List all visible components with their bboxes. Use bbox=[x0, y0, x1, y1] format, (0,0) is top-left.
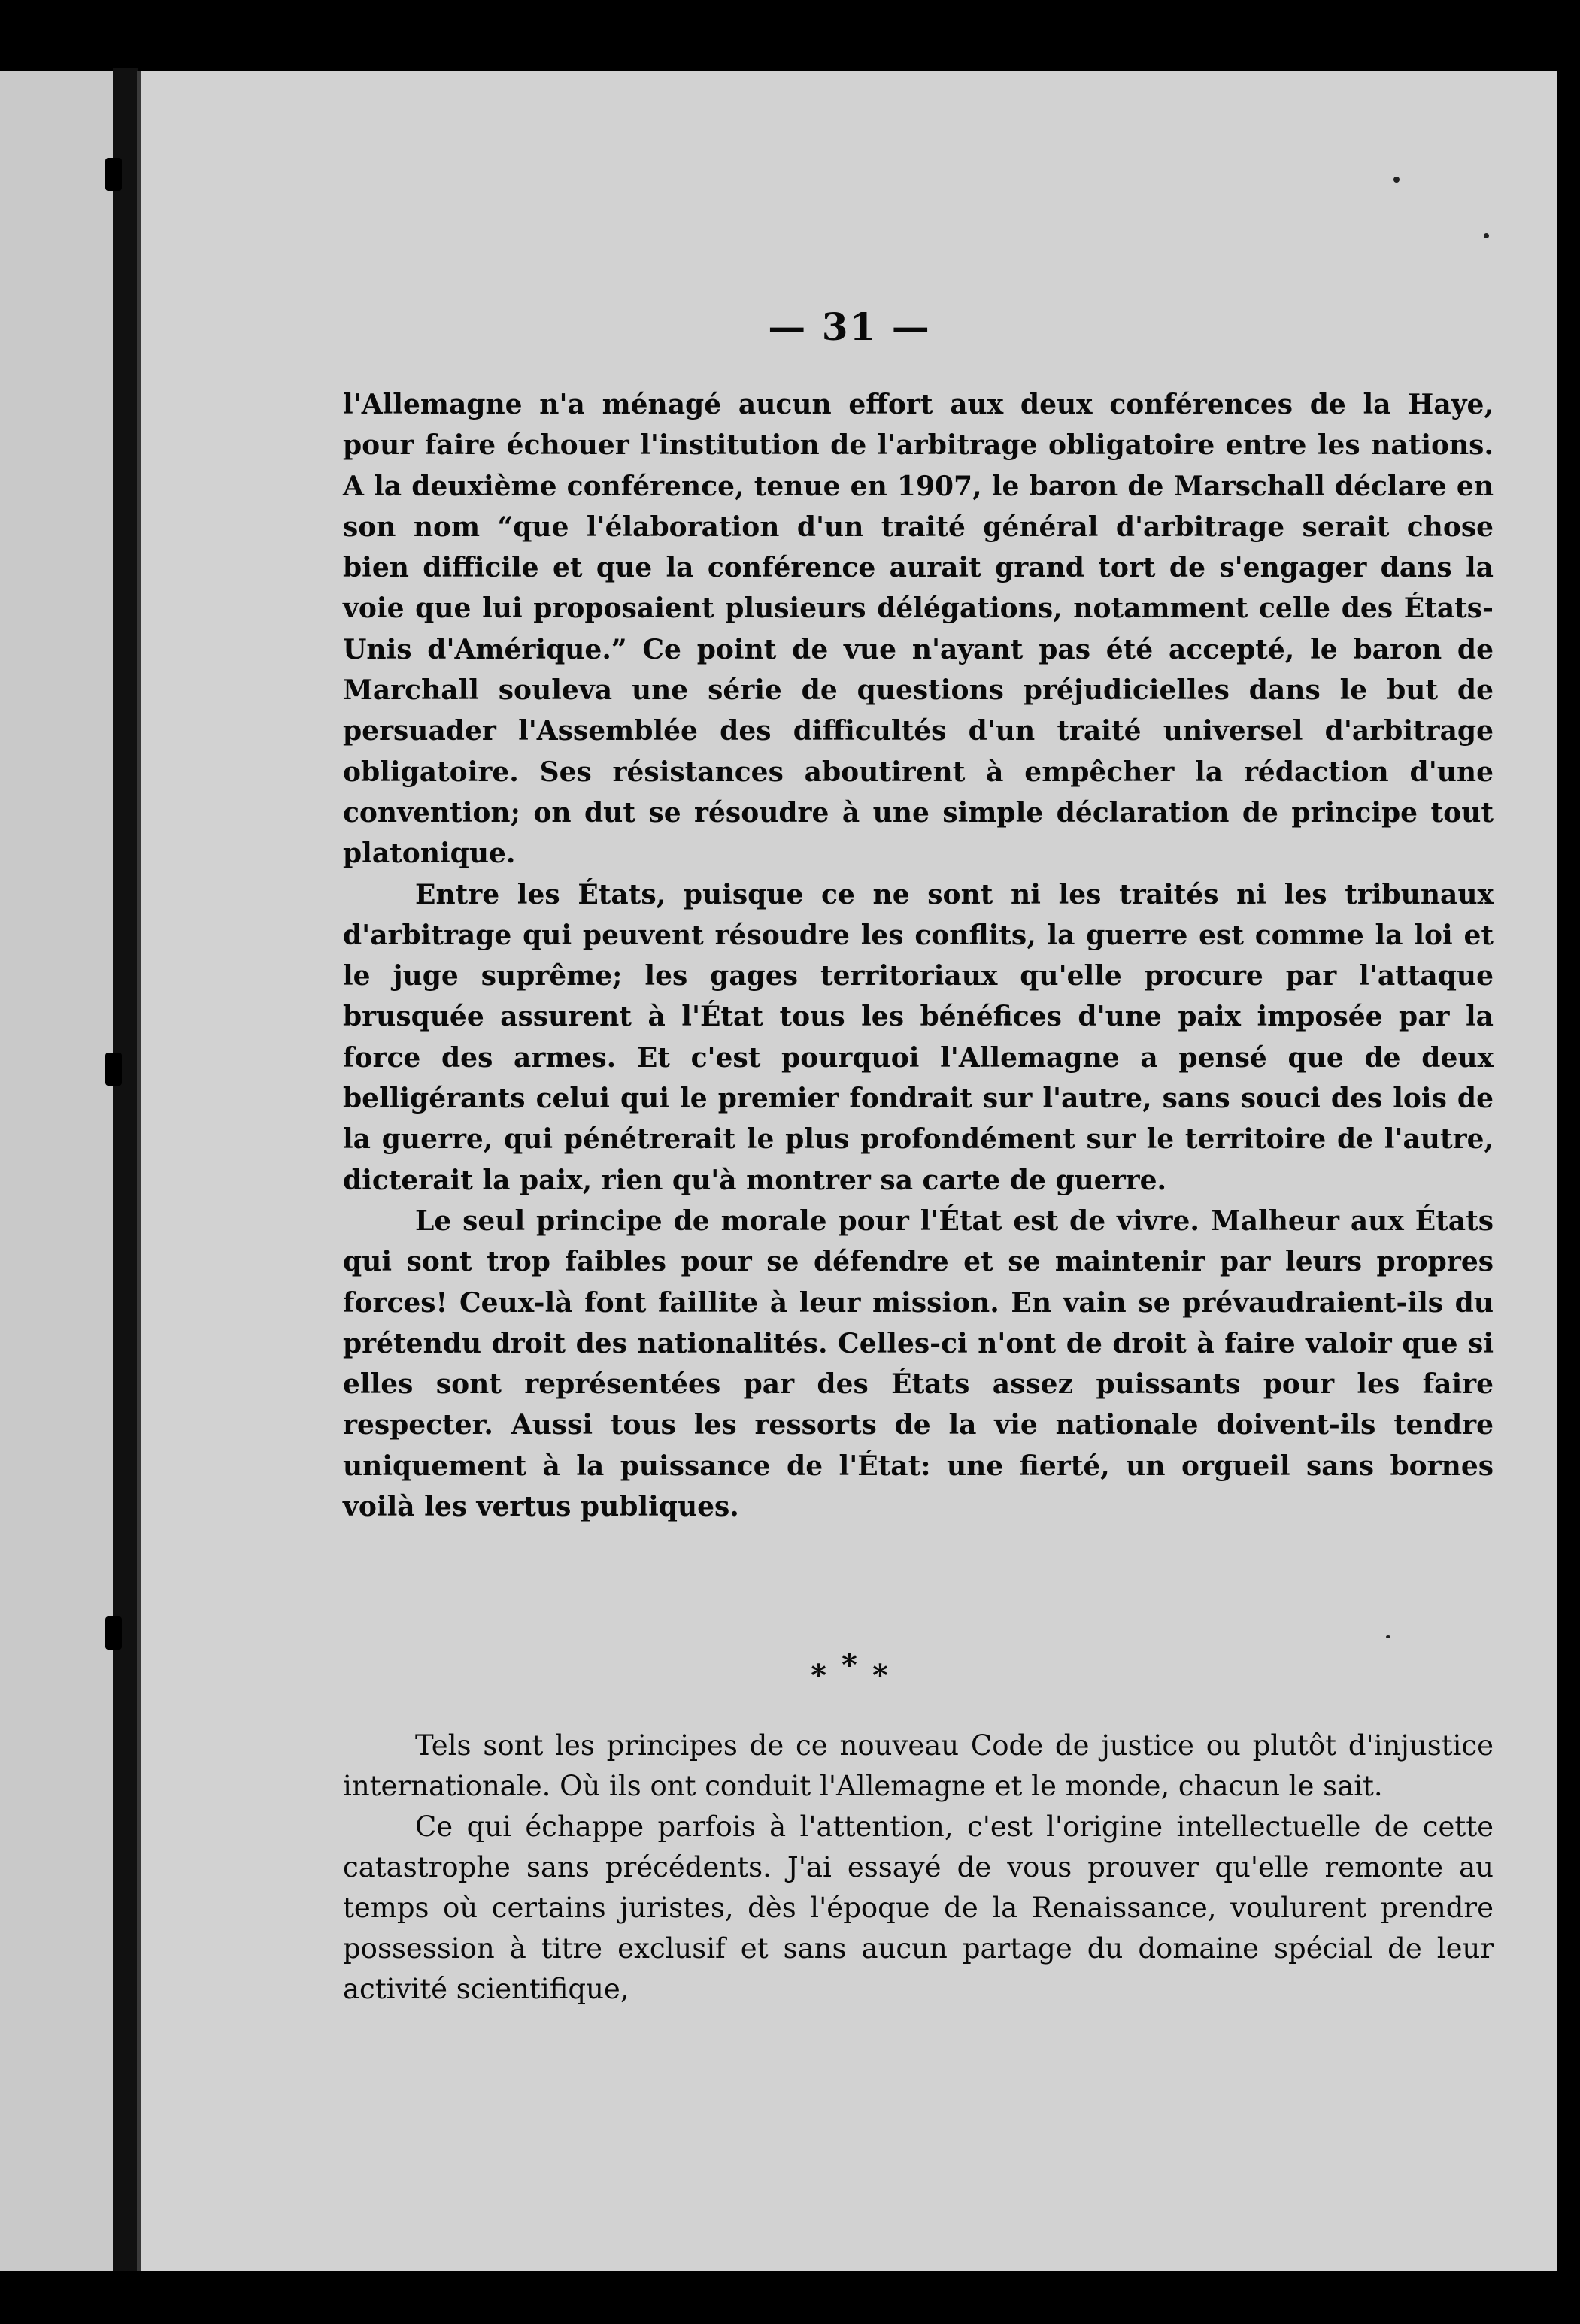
text-block-upper bbox=[343, 384, 1494, 1527]
separator-star: * bbox=[842, 1647, 857, 1683]
section-separator bbox=[141, 1647, 1557, 1693]
paragraph: Entre les États, puisque ce ne sont ni les traités ni les tribunaux d'arbitrage qui peuvent résoudre les conflits, la guerre est comme la loi et le juge suprême; les gages territoriaux qu'elle procure par l'attaque brusquée assurent à l'État tous les bénéfices d'une paix imposée par la force des armes. Et c'est pourquoi l'Allemagne a pensé que de deux belligérants celui qui le premier fondrait sur l'autre, sans souci des lois de la guerre, qui pénétrerait le plus profondément sur le territoire de l'autre, dicterait la paix, rien qu'à montrer sa carte de guerre. bbox=[343, 878, 1494, 1196]
page-number: — 31 — bbox=[768, 305, 931, 349]
binding-mark bbox=[105, 158, 122, 191]
paragraph: Le seul principe de morale pour l'État est de vivre. Malheur aux États qui sont trop faibles pour se défendre et se maintenir par leurs propres forces! Ceux-là font faillite à leur mission. En vain se prévaudraient-ils du prétendu droit des nationalités. Celles-ci n'ont de droit à faire valoir que si elles sont représentées par des États assez puissants pour les faire respecter. Aussi tous les ressorts de la vie nationale doivent-ils tendre uniquement à la puissance de l'État: une fierté, un orgueil sans bornes voilà les vertus publiques. bbox=[343, 1204, 1494, 1523]
scan-top-border bbox=[0, 0, 1580, 71]
paragraph: Tels sont les principes de ce nouveau Code de justice ou plutôt d'injustice internationale. Où ils ont conduit l'Allemagne et le monde, chacun le sait. bbox=[343, 1729, 1494, 1802]
page bbox=[141, 71, 1557, 2271]
binding-mark bbox=[105, 1616, 122, 1650]
scan-right-border bbox=[1557, 0, 1580, 2324]
scan-bottom-border bbox=[0, 2271, 1580, 2324]
text-block-lower bbox=[343, 1726, 1494, 2010]
dust-speck bbox=[1386, 1635, 1390, 1638]
dust-speck bbox=[1393, 177, 1400, 183]
previous-page-edge bbox=[0, 71, 113, 2271]
binding-mark bbox=[105, 1053, 122, 1086]
dust-speck bbox=[1484, 233, 1489, 238]
book-gutter bbox=[113, 68, 138, 2278]
separator-star: * bbox=[872, 1658, 888, 1693]
separator-star: * bbox=[811, 1658, 827, 1693]
paragraph: l'Allemagne n'a ménagé aucun effort aux deux conférences de la Haye, pour faire échouer l'institution de l'arbitrage obligatoire entre les nations. A la deuxième conférence, tenue en 1907, le baron de Marschall déclare en son nom “que l'élaboration d'un traité général d'arbitrage serait chose bien difficile et que la conférence aurait grand tort de s'engager dans la voie que lui proposaient plusieurs délégations, notamment celle des États-Unis d'Amérique.” Ce point de vue n'ayant pas été accepté, le baron de Marchall souleva une série de questions préjudicielles dans le but de persuader l'Assemblée des difficultés d'un traité universel d'arbitrage obligatoire. Ses résistances aboutirent à empêcher la rédaction d'une convention; on dut se résoudre à une simple déclaration de principe tout platonique. bbox=[343, 389, 1494, 870]
paragraph: Ce qui échappe parfois à l'attention, c'est l'origine intellectuelle de cette catastrophe sans précédents. J'ai essayé de vous prouver qu'elle remonte au temps où certains juristes, dès l'époque de la Renaissance, voulurent prendre possession à titre exclusif et sans aucun partage du domaine spécial de leur activité scientifique, bbox=[343, 1810, 1494, 2005]
